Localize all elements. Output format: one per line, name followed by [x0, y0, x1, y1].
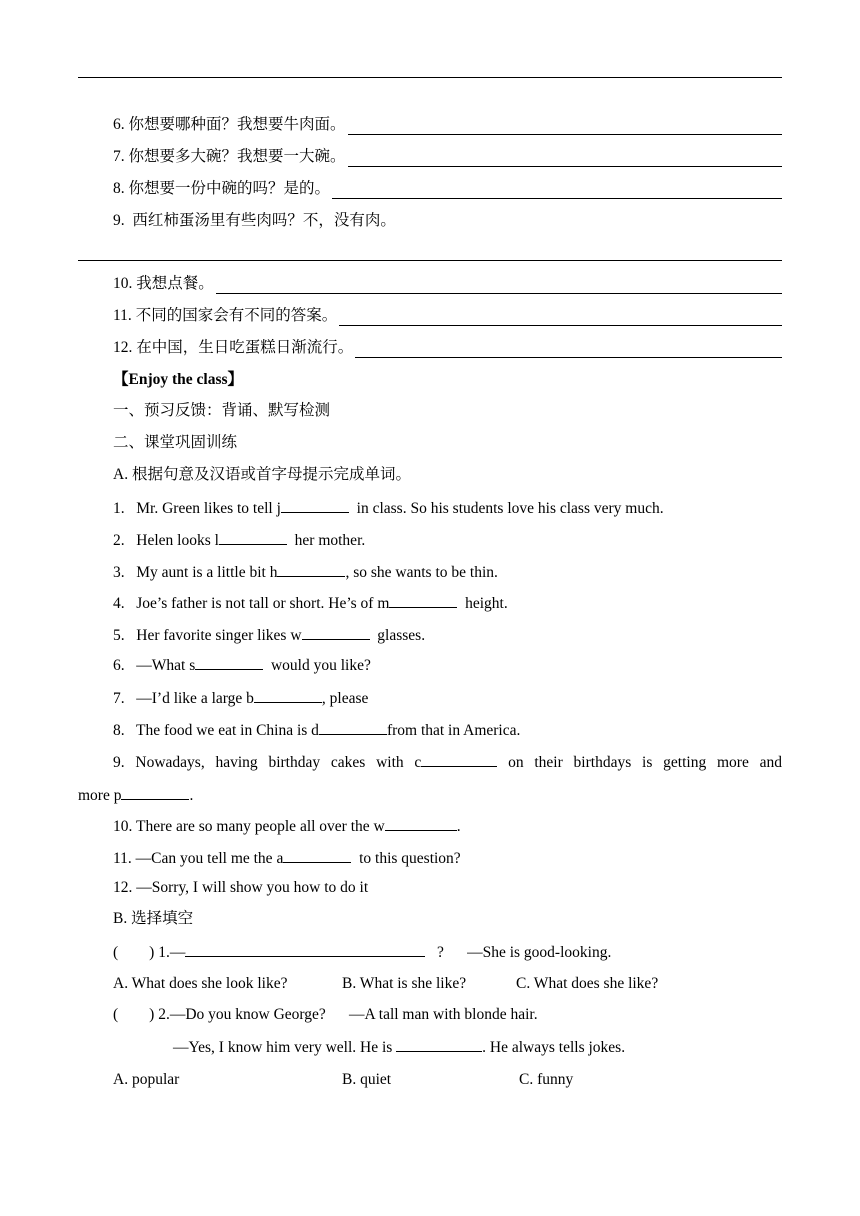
- answer-line-item-9[interactable]: [78, 260, 782, 261]
- question-2-option-a[interactable]: A. popular: [113, 1071, 180, 1088]
- fill-item-12: 12. —Sorry, I will show you how to do it: [113, 879, 369, 896]
- section-two-title: 二、课堂巩固训练: [113, 434, 238, 451]
- item-9-line-2: more p .: [78, 787, 194, 804]
- blank[interactable]: [219, 530, 287, 545]
- translation-item-9: [113, 211, 396, 231]
- question-2-option-c[interactable]: C. funny: [519, 1071, 574, 1088]
- fill-item-3: [113, 562, 498, 583]
- blank[interactable]: [121, 785, 189, 800]
- answer-line[interactable]: [348, 118, 782, 135]
- item-number: 6.: [113, 116, 125, 133]
- item-prefix: —I’d like a large b: [136, 690, 254, 707]
- blank[interactable]: [185, 942, 425, 957]
- item-prefix: Joe’s father is not tall or short. He’s of m: [136, 595, 390, 612]
- blank[interactable]: [195, 655, 263, 670]
- question-1-option-a[interactable]: A. What does she look like?: [113, 975, 288, 992]
- item-number: 1.: [113, 500, 125, 517]
- choice-question-2: ( ) 2.—Do you know George? —A tall man with blonde hair.: [113, 1006, 538, 1023]
- item-number: 8.: [113, 180, 125, 197]
- item-suffix: height.: [461, 595, 508, 612]
- item-number: 7.: [113, 148, 125, 165]
- answer-line[interactable]: [355, 341, 782, 358]
- part-b-title: B. 选择填空: [113, 910, 194, 927]
- item-prefix: —What s: [136, 657, 196, 674]
- blank[interactable]: [281, 498, 349, 513]
- item-prefix: Helen looks l: [136, 532, 219, 549]
- item-text: 你想要一份中碗的吗？是的。: [128, 180, 331, 197]
- question-2-line-2: —Yes, I know him very well. He is . He always tells jokes.: [173, 1039, 626, 1056]
- item-text: 你想要多大碗？我想要一大碗。: [128, 148, 346, 165]
- fill-item-2: [113, 530, 365, 551]
- enjoy-heading: 【Enjoy the class】: [113, 371, 244, 388]
- blank[interactable]: [302, 625, 370, 640]
- item-number: 4.: [113, 595, 125, 612]
- item-9-line-1: 9. Nowadays, having birthday cakes with c on their birthdays is getting more and: [113, 754, 782, 771]
- blank[interactable]: [277, 562, 345, 577]
- item-number: 8.: [113, 722, 125, 739]
- item-prefix: My aunt is a little bit h: [136, 564, 278, 581]
- fill-item-4: [113, 593, 508, 614]
- section-one-title: 一、预习反馈：背诵、默写检测: [113, 402, 331, 419]
- item-suffix: from that in America.: [386, 722, 521, 739]
- item-suffix: her mother.: [290, 532, 366, 549]
- item-number: 7.: [113, 690, 125, 707]
- question-stem: ( ) 1.—: [113, 944, 186, 961]
- translation-item-6: [113, 115, 782, 135]
- blank[interactable]: [396, 1037, 482, 1052]
- blank[interactable]: [385, 816, 457, 831]
- blank[interactable]: [389, 593, 457, 608]
- answer-line[interactable]: [332, 182, 782, 199]
- blank[interactable]: [254, 688, 322, 703]
- item-text: 西红柿蛋汤里有些肉吗？不，没有肉。: [132, 212, 396, 229]
- blank[interactable]: [421, 752, 497, 767]
- item-prefix: Her favorite singer likes w: [136, 627, 302, 644]
- translation-item-12: [113, 338, 782, 358]
- fill-item-8: [113, 720, 520, 741]
- fill-item-9: [78, 752, 782, 806]
- item-suffix: would you like?: [267, 657, 371, 674]
- item-text: 我想点餐。: [136, 275, 214, 292]
- item-suffix: , so she wants to be thin.: [345, 564, 498, 581]
- question-2-option-b[interactable]: B. quiet: [342, 1071, 392, 1088]
- item-number: 6.: [113, 657, 125, 674]
- question-1-option-b[interactable]: B. What is she like?: [342, 975, 467, 992]
- header-rule: [78, 77, 782, 78]
- answer-line[interactable]: [348, 150, 782, 167]
- translation-item-11: [113, 306, 782, 326]
- item-text: 你想要哪种面？我想要牛肉面。: [128, 116, 346, 133]
- fill-item-6: [113, 655, 371, 676]
- item-text: 在中国，生日吃蛋糕日渐流行。: [136, 339, 354, 356]
- item-prefix: Mr. Green likes to tell j: [136, 500, 281, 517]
- fill-item-7: [113, 688, 368, 709]
- fill-item-5: [113, 625, 425, 646]
- fill-item-1: [113, 498, 664, 519]
- item-text: 不同的国家会有不同的答案。: [135, 307, 338, 324]
- item-number: 12.: [113, 339, 133, 356]
- item-prefix: The food we eat in China is d: [135, 722, 319, 739]
- item-number: 11.: [113, 307, 132, 324]
- item-suffix: in class. So his students love his class very much.: [352, 500, 664, 517]
- blank[interactable]: [319, 720, 387, 735]
- item-number: 5.: [113, 627, 125, 644]
- item-number: 10.: [113, 275, 133, 292]
- choice-question-1: ( ) 1.— ? —She is good-looking.: [113, 944, 612, 961]
- item-number: 9.: [113, 212, 125, 229]
- question-1-option-c[interactable]: C. What does she like?: [516, 975, 659, 992]
- part-a-title: A. 根据句意及汉语或首字母提示完成单词。: [113, 466, 411, 483]
- item-number: 3.: [113, 564, 125, 581]
- answer-line[interactable]: [216, 277, 782, 294]
- answer-line[interactable]: [339, 309, 782, 326]
- fill-item-10: 10. There are so many people all over the w .: [113, 818, 461, 835]
- blank[interactable]: [283, 848, 351, 863]
- item-number: 2.: [113, 532, 125, 549]
- translation-item-7: [113, 147, 782, 167]
- fill-item-11: 11. —Can you tell me the a to this question?: [113, 850, 461, 867]
- translation-item-8: [113, 179, 782, 199]
- item-suffix: glasses.: [373, 627, 426, 644]
- translation-item-10: [113, 274, 782, 294]
- item-suffix: , please: [321, 690, 369, 707]
